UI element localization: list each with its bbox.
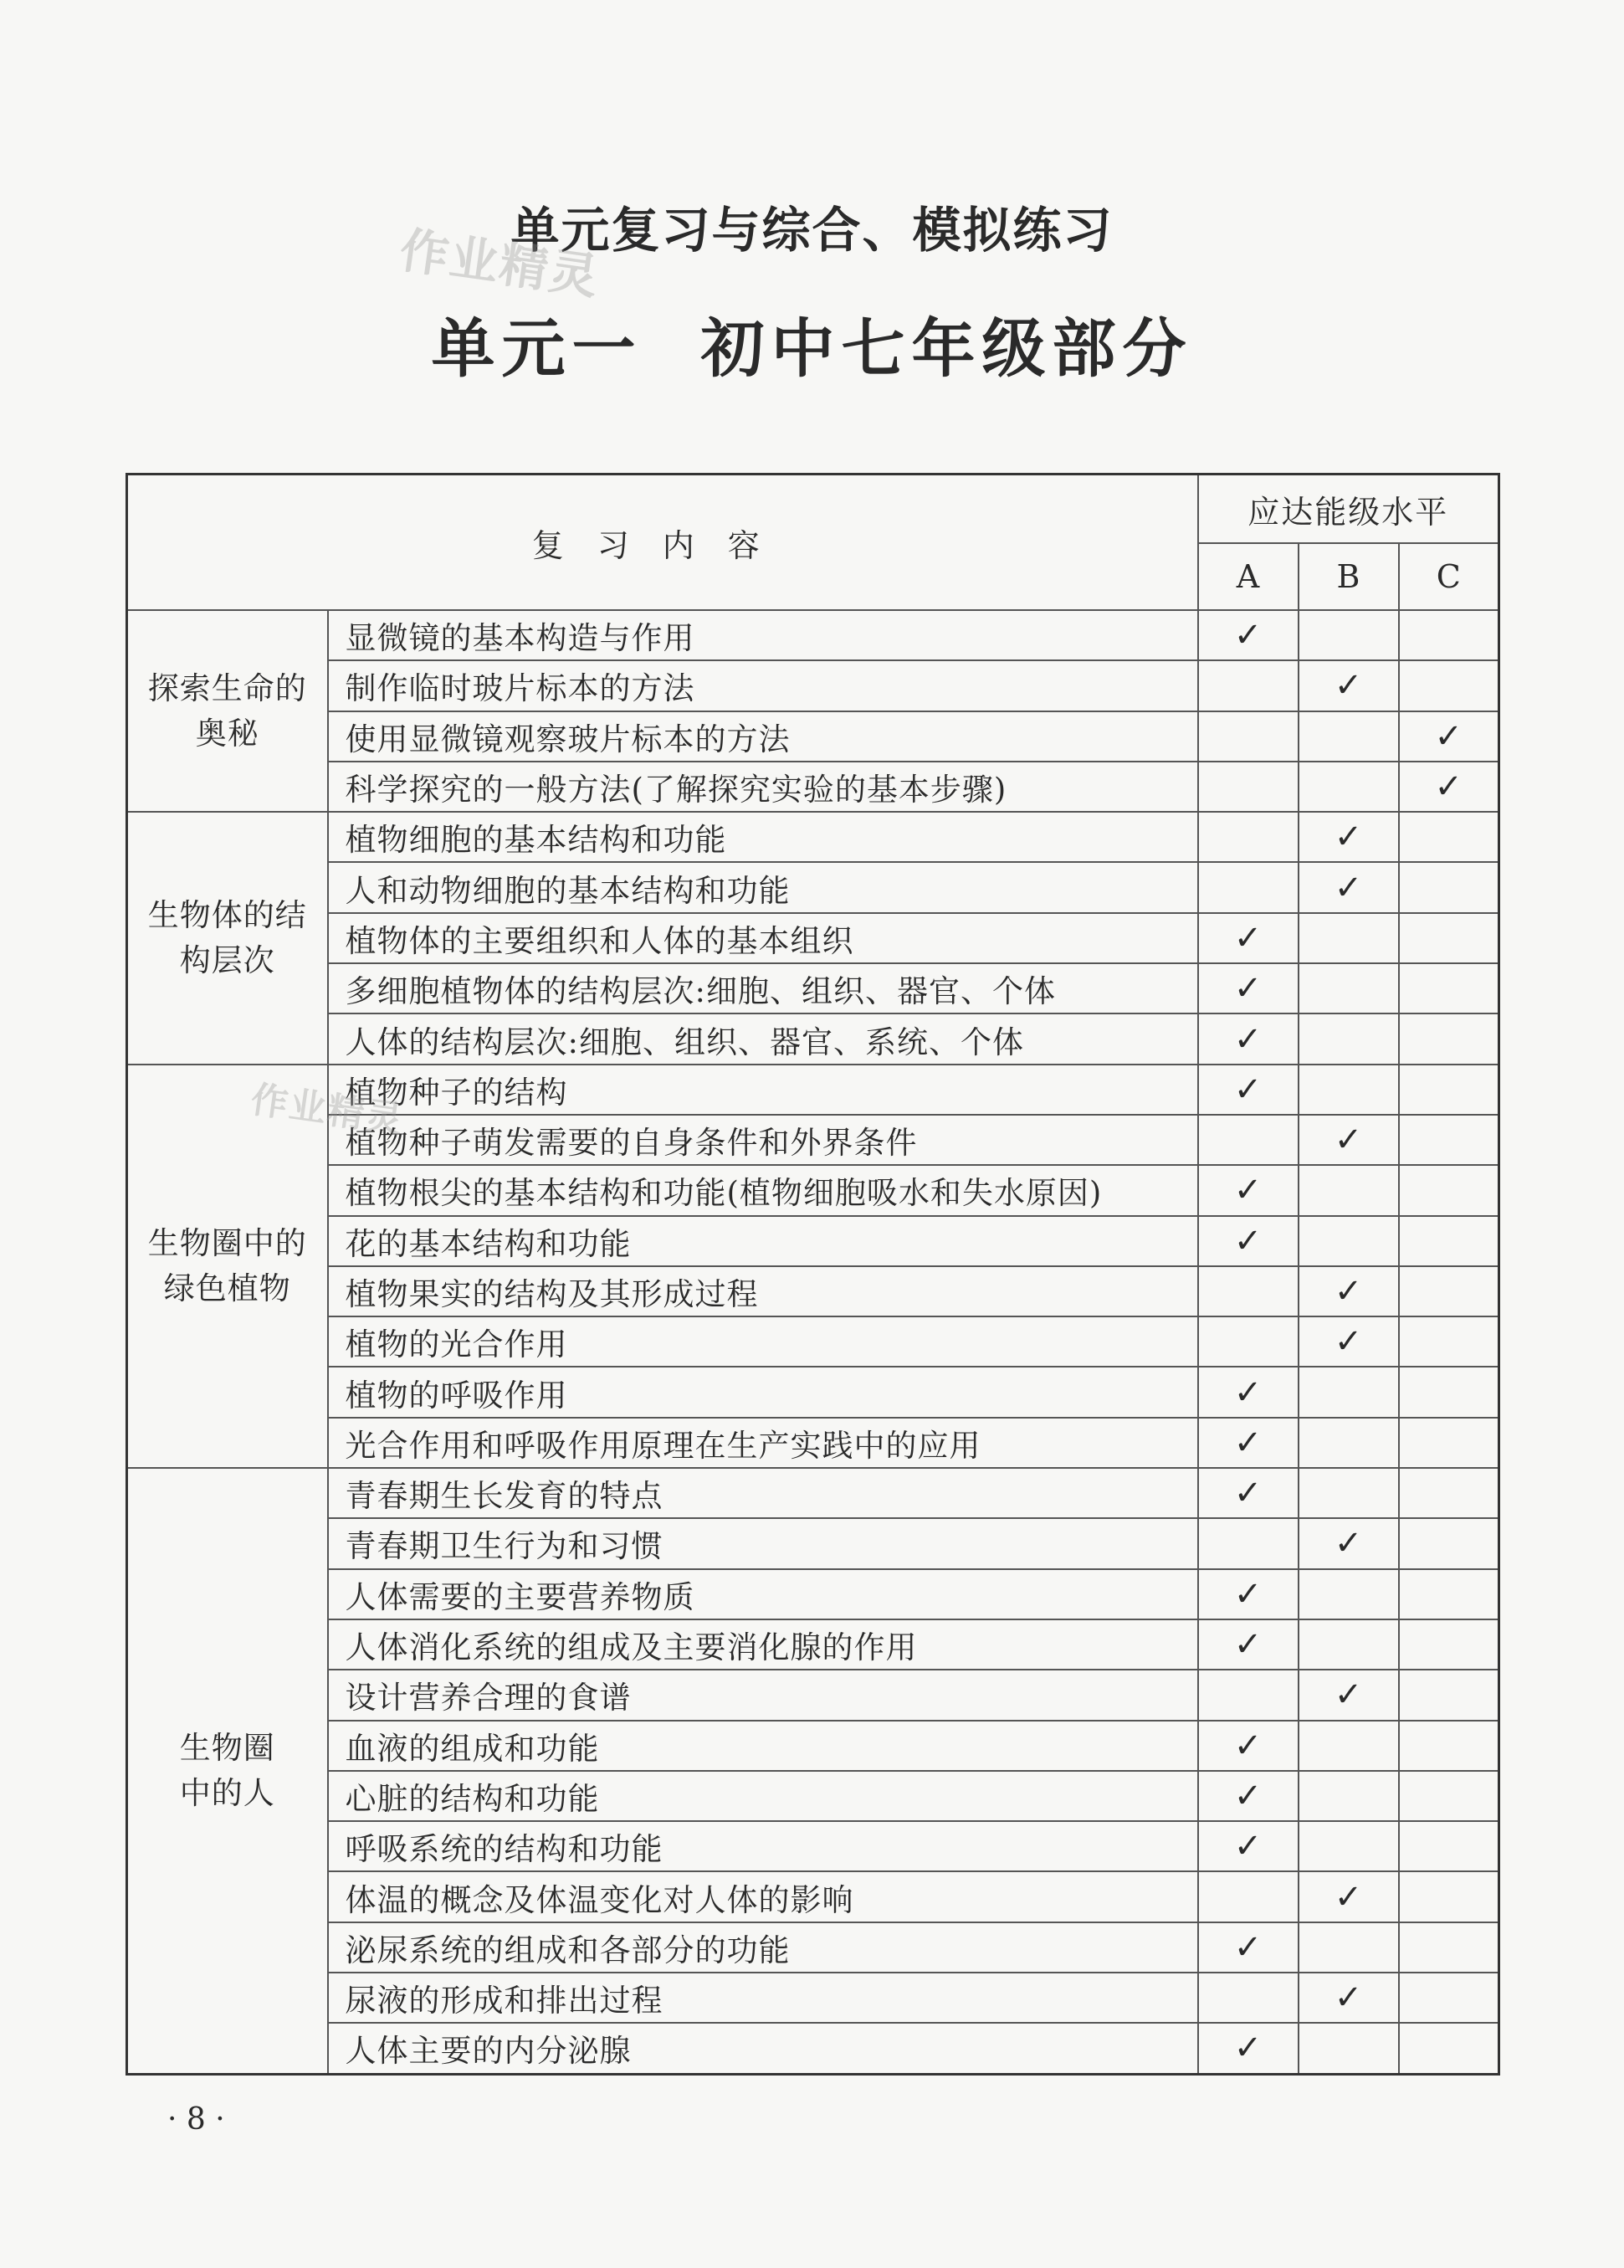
- table-row: [127, 1721, 1499, 1771]
- category-cell: [127, 1468, 328, 2074]
- unit-number: 单元一: [431, 311, 643, 386]
- level-a-check: [1198, 660, 1299, 711]
- content-item: 人体消化系统的组成及主要消化腺的作用: [328, 1619, 1198, 1670]
- level-b-check: ✓: [1299, 660, 1399, 711]
- table-row: [127, 1821, 1499, 1871]
- level-a-check: [1198, 1518, 1299, 1568]
- level-c-check: ✓: [1399, 762, 1499, 812]
- level-a-check: [1198, 1871, 1299, 1922]
- table-row: [127, 812, 1499, 862]
- level-b-check: [1299, 2023, 1399, 2074]
- level-a-check: [1198, 711, 1299, 762]
- header-level-c: C: [1399, 543, 1499, 610]
- header-level-a: A: [1198, 543, 1299, 610]
- level-a-check: ✓: [1198, 1367, 1299, 1417]
- level-c-check: [1399, 812, 1499, 862]
- level-c-check: [1399, 1871, 1499, 1922]
- table-row: [127, 1013, 1499, 1064]
- level-a-check: ✓: [1198, 1721, 1299, 1771]
- review-table: [126, 473, 1500, 2076]
- content-item: 血液的组成和功能: [328, 1721, 1198, 1771]
- level-c-check: [1399, 1316, 1499, 1367]
- content-item: 植物种子萌发需要的自身条件和外界条件: [328, 1115, 1198, 1165]
- level-c-check: [1399, 1266, 1499, 1316]
- level-b-check: ✓: [1299, 1115, 1399, 1165]
- level-c-check: [1399, 1619, 1499, 1670]
- level-a-check: [1198, 862, 1299, 912]
- table-row: [127, 862, 1499, 912]
- level-c-check: [1399, 1013, 1499, 1064]
- table-row: [127, 1670, 1499, 1720]
- content-item: 人体的结构层次:细胞、组织、器官、系统、个体: [328, 1013, 1198, 1064]
- level-a-check: ✓: [1198, 2023, 1299, 2074]
- level-a-check: [1198, 762, 1299, 812]
- level-a-check: [1198, 1115, 1299, 1165]
- level-b-check: [1299, 1065, 1399, 1115]
- level-b-check: [1299, 1619, 1399, 1670]
- level-a-check: ✓: [1198, 1013, 1299, 1064]
- level-c-check: [1399, 1518, 1499, 1568]
- category-line: 生物圈: [179, 1729, 275, 1766]
- level-c-check: [1399, 1721, 1499, 1771]
- header-level: 应达能级水平: [1198, 475, 1499, 544]
- level-a-check: ✓: [1198, 1569, 1299, 1619]
- level-c-check: [1399, 660, 1499, 711]
- level-b-check: [1299, 1468, 1399, 1518]
- category-line: 绿色植物: [163, 1270, 291, 1306]
- header-level-b: B: [1299, 543, 1399, 610]
- level-b-check: [1299, 1721, 1399, 1771]
- table-row: [127, 1518, 1499, 1568]
- level-c-check: [1399, 913, 1499, 963]
- level-b-check: [1299, 1771, 1399, 1821]
- content-item: 显微镜的基本构造与作用: [328, 610, 1198, 660]
- level-a-check: ✓: [1198, 1065, 1299, 1115]
- level-b-check: ✓: [1299, 1316, 1399, 1367]
- table-row: [127, 2023, 1499, 2074]
- content-item: 植物的呼吸作用: [328, 1367, 1198, 1417]
- content-item: 人体主要的内分泌腺: [328, 2023, 1198, 2074]
- table-row: [127, 660, 1499, 711]
- content-item: 植物细胞的基本结构和功能: [328, 812, 1198, 862]
- category-line: 探索生命的: [147, 670, 307, 706]
- content-item: 青春期卫生行为和习惯: [328, 1518, 1198, 1568]
- level-c-check: [1399, 1216, 1499, 1266]
- level-c-check: [1399, 1670, 1499, 1720]
- watermark-logo: 作业精灵: [396, 221, 603, 306]
- level-b-check: [1299, 1367, 1399, 1417]
- level-c-check: [1399, 1115, 1499, 1165]
- unit-title: [0, 298, 1624, 389]
- content-item: 植物的光合作用: [328, 1316, 1198, 1367]
- content-item: 体温的概念及体温变化对人体的影响: [328, 1871, 1198, 1922]
- level-c-check: [1399, 1569, 1499, 1619]
- category-line: 构层次: [179, 942, 275, 978]
- content-item: 植物果实的结构及其形成过程: [328, 1266, 1198, 1316]
- table-row: [127, 711, 1499, 762]
- level-a-check: ✓: [1198, 1922, 1299, 1973]
- level-a-check: [1198, 1266, 1299, 1316]
- level-b-check: [1299, 963, 1399, 1013]
- level-c-check: [1399, 1821, 1499, 1871]
- content-item: 花的基本结构和功能: [328, 1216, 1198, 1266]
- content-item: 植物种子的结构: [328, 1065, 1198, 1115]
- level-b-check: [1299, 1216, 1399, 1266]
- category-line: 生物圈中的: [147, 1224, 307, 1261]
- level-a-check: ✓: [1198, 1165, 1299, 1215]
- content-item: 呼吸系统的结构和功能: [328, 1821, 1198, 1871]
- level-b-check: [1299, 711, 1399, 762]
- level-c-check: [1399, 1065, 1499, 1115]
- level-c-check: [1399, 2023, 1499, 2074]
- level-c-check: [1399, 610, 1499, 660]
- content-item: 使用显微镜观察玻片标本的方法: [328, 711, 1198, 762]
- level-a-check: ✓: [1198, 1619, 1299, 1670]
- table-row: [127, 1922, 1499, 1973]
- table-row: [127, 913, 1499, 963]
- content-item: 植物体的主要组织和人体的基本组织: [328, 913, 1198, 963]
- category-cell: [127, 610, 328, 812]
- table-row: [127, 963, 1499, 1013]
- table-row: [127, 1468, 1499, 1518]
- level-b-check: [1299, 762, 1399, 812]
- level-b-check: [1299, 913, 1399, 963]
- level-a-check: ✓: [1198, 913, 1299, 963]
- level-c-check: [1399, 1922, 1499, 1973]
- level-a-check: [1198, 1316, 1299, 1367]
- level-b-check: ✓: [1299, 1518, 1399, 1568]
- level-b-check: [1299, 1165, 1399, 1215]
- level-c-check: [1399, 963, 1499, 1013]
- content-item: 泌尿系统的组成和各部分的功能: [328, 1922, 1198, 1973]
- table-row: [127, 1418, 1499, 1468]
- level-a-check: ✓: [1198, 1468, 1299, 1518]
- level-a-check: ✓: [1198, 1771, 1299, 1821]
- level-a-check: [1198, 1973, 1299, 2023]
- level-b-check: [1299, 610, 1399, 660]
- content-item: 设计营养合理的食谱: [328, 1670, 1198, 1720]
- category-cell: [127, 812, 328, 1064]
- level-a-check: [1198, 812, 1299, 862]
- category-line: 中的人: [179, 1774, 275, 1811]
- header-content: 复习内容: [127, 475, 1198, 611]
- table-row: [127, 1771, 1499, 1821]
- content-item: 制作临时玻片标本的方法: [328, 660, 1198, 711]
- watermark-logo: 作业精灵: [248, 1078, 407, 1142]
- table-row: [127, 1569, 1499, 1619]
- level-a-check: ✓: [1198, 963, 1299, 1013]
- table-row: [127, 1619, 1499, 1670]
- level-c-check: [1399, 1771, 1499, 1821]
- unit-name: 初中七年级部分: [700, 311, 1193, 386]
- table-row: [127, 1871, 1499, 1922]
- table-row: [127, 762, 1499, 812]
- level-c-check: [1399, 862, 1499, 912]
- content-item: 科学探究的一般方法(了解探究实验的基本步骤): [328, 762, 1198, 812]
- table-row: [127, 1165, 1499, 1215]
- table-row: [127, 1973, 1499, 2023]
- level-c-check: ✓: [1399, 711, 1499, 762]
- level-b-check: ✓: [1299, 1871, 1399, 1922]
- section-title: 单元复习与综合、模拟练习: [510, 202, 1114, 259]
- content-item: 尿液的形成和排出过程: [328, 1973, 1198, 2023]
- level-c-check: [1399, 1165, 1499, 1215]
- level-a-check: ✓: [1198, 1216, 1299, 1266]
- level-c-check: [1399, 1973, 1499, 2023]
- table-row: [127, 1216, 1499, 1266]
- level-c-check: [1399, 1418, 1499, 1468]
- level-a-check: ✓: [1198, 1418, 1299, 1468]
- content-item: 青春期生长发育的特点: [328, 1468, 1198, 1518]
- level-a-check: ✓: [1198, 1821, 1299, 1871]
- level-b-check: ✓: [1299, 1670, 1399, 1720]
- table-row: [127, 1266, 1499, 1316]
- level-a-check: ✓: [1198, 610, 1299, 660]
- level-b-check: ✓: [1299, 1266, 1399, 1316]
- content-item: 人和动物细胞的基本结构和功能: [328, 862, 1198, 912]
- level-b-check: [1299, 1922, 1399, 1973]
- level-b-check: [1299, 1013, 1399, 1064]
- level-b-check: ✓: [1299, 862, 1399, 912]
- level-b-check: [1299, 1821, 1399, 1871]
- table-row: [127, 610, 1499, 660]
- level-b-check: [1299, 1569, 1399, 1619]
- content-item: 光合作用和呼吸作用原理在生产实践中的应用: [328, 1418, 1198, 1468]
- content-item: 人体需要的主要营养物质: [328, 1569, 1198, 1619]
- level-c-check: [1399, 1367, 1499, 1417]
- category-line: 奥秘: [195, 715, 259, 752]
- category-line: 生物体的结: [147, 896, 307, 933]
- table-row: [127, 1316, 1499, 1367]
- page-number: · 8 ·: [167, 2102, 225, 2137]
- table-row: [127, 1367, 1499, 1417]
- content-item: 植物根尖的基本结构和功能(植物细胞吸水和失水原因): [328, 1165, 1198, 1215]
- level-b-check: ✓: [1299, 1973, 1399, 2023]
- level-c-check: [1399, 1468, 1499, 1518]
- content-item: 多细胞植物体的结构层次:细胞、组织、器官、个体: [328, 963, 1198, 1013]
- level-a-check: [1198, 1670, 1299, 1720]
- level-b-check: [1299, 1418, 1399, 1468]
- content-item: 心脏的结构和功能: [328, 1771, 1198, 1821]
- level-b-check: ✓: [1299, 812, 1399, 862]
